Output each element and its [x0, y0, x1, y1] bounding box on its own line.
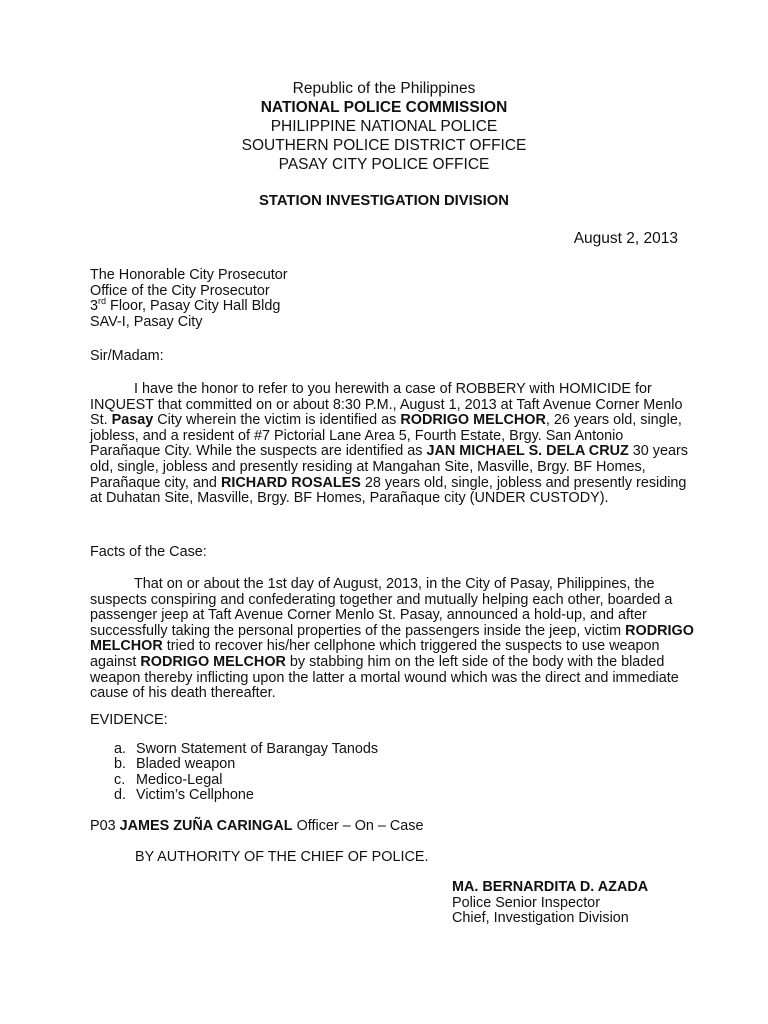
paragraph-referral: I have the honor to refer to you herewith a case of ROBBERY with HOMICIDE for INQUEST that committed on or about 8:30 P.M., August 1, 2013 at Taft Avenue Corner Menlo St. Pasay City wherein the victim is identified as RODRIGO MELCHOR, 26 years old, single, jobless, and a resident of #7 Pictorial Lane Area 5, Fourth Estate, Brgy. San Antonio Parañaque City. While the suspects are identified as JAN MICHAEL S. DELA CRUZ 30 years old, single, jobless and presently residing at Mangahan Site, Masville, Brgy. BF Homes, Parañaque city, and RICHARD ROSALES 28 years old, single, jobless and presently residing at Duhatan Site, Masville, Brgy. BF Homes, Parañaque city (UNDER CUSTODY). [90, 381, 688, 507]
addressee-line-3: 3rd Floor, Pasay City Hall Bldg [90, 296, 281, 315]
signatory-rank: Police Senior Inspector [452, 894, 600, 911]
division-title: STATION INVESTIGATION DIVISION [259, 193, 509, 209]
list-item: d. Victim’s Cellphone [114, 787, 254, 804]
evidence-heading: EVIDENCE: [90, 712, 168, 728]
signatory-name: MA. BERNARDITA D. AZADA [452, 879, 649, 895]
list-item: b. Bladed weapon [114, 756, 236, 773]
paragraph-facts: That on or about the 1st day of August, 2013, in the City of Pasay, Philippines, the suspects conspiring and confederating together and mutually helping each other, boarded a passenger jeep at Taft Avenue Corner Menlo St. Pasay, announced a hold-up, and after successfully taking the personal properties of the passengers inside the jeep, victim RODRIGO MELCHOR tried to recover his/her cellphone which triggered the suspects to use weapon against RODRIGO MELCHOR by stabbing him on the left side of the body with the bladed weapon thereby inflicting upon the latter a mortal wound which was the direct and immediate cause of his death thereafter. [90, 576, 694, 702]
list-item: c. Medico-Legal [114, 771, 223, 788]
header-pasay-office: PASAY CITY POLICE OFFICE [278, 156, 490, 173]
addressee-block [90, 268, 288, 330]
letter-date: August 2, 2013 [573, 230, 678, 247]
header-napolcom: NATIONAL POLICE COMMISSION [260, 99, 508, 116]
header-spdo: SOUTHERN POLICE DISTRICT OFFICE [241, 137, 527, 154]
header-republic: Republic of the Philippines [292, 80, 476, 97]
evidence-list [114, 742, 378, 804]
facts-heading: Facts of the Case: [90, 544, 207, 560]
authority-line: BY AUTHORITY OF THE CHIEF OF POLICE. [135, 849, 429, 865]
addressee-line-1: The Honorable City Prosecutor [90, 267, 288, 283]
list-item: a. Sworn Statement of Barangay Tanods [114, 741, 379, 757]
addressee-line-2: Office of the City Prosecutor [90, 282, 270, 299]
salutation: Sir/Madam: [90, 348, 164, 364]
addressee-line-4: SAV-I, Pasay City [90, 313, 203, 330]
officer-on-case: P03 JAMES ZUÑA CARINGAL Officer – On – Case [90, 818, 424, 834]
signatory-position: Chief, Investigation Division [452, 910, 629, 927]
signature-block [452, 880, 648, 927]
letterhead [0, 79, 768, 174]
header-pnp: PHILIPPINE NATIONAL POLICE [270, 118, 498, 135]
